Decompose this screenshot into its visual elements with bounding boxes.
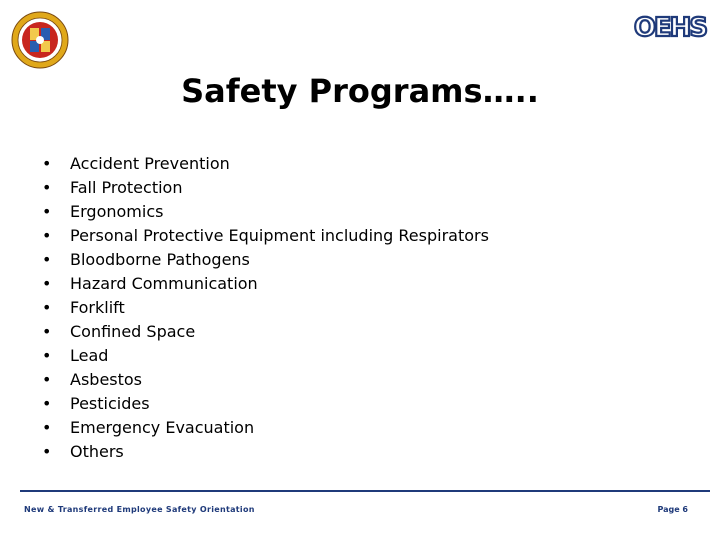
list-item-label: Ergonomics [70,201,164,221]
bullet-icon: • [42,417,52,437]
bullet-icon: • [42,441,52,461]
footer-title: New & Transferred Employee Safety Orientation [24,505,255,514]
list-item [42,151,489,175]
list-item [42,367,489,391]
list-item [42,247,489,271]
list-item-label: Lead [70,345,109,365]
list-item [42,199,489,223]
list-item-label: Pesticides [70,393,150,413]
list-item-label: Hazard Communication [70,273,258,293]
list-item-label: Accident Prevention [70,153,230,173]
bullet-icon: • [42,249,52,269]
list-item [42,175,489,199]
footer-divider [20,490,710,492]
bullet-icon: • [42,297,52,317]
page-number: Page 6 [657,505,688,514]
list-item [42,343,489,367]
county-seal-logo [10,10,70,70]
bullet-icon: • [42,345,52,365]
list-item [42,271,489,295]
bullet-icon: • [42,225,52,245]
list-item [42,415,489,439]
list-item [42,319,489,343]
bullet-icon: • [42,321,52,341]
list-item-label: Personal Protective Equipment including Respirators [70,225,489,245]
list-item [42,391,489,415]
bullet-icon: • [42,393,52,413]
oehs-logo-text: OEHS [633,13,707,43]
program-list [42,151,489,463]
bullet-icon: • [42,273,52,293]
list-item-label: Fall Protection [70,177,183,197]
list-item [42,439,489,463]
list-item-label: Emergency Evacuation [70,417,255,437]
list-item-label: Forklift [70,297,125,317]
slide-title: Safety Programs….. [181,72,539,110]
bullet-icon: • [42,369,52,389]
bullet-icon: • [42,201,52,221]
list-item [42,295,489,319]
bullet-icon: • [42,153,52,173]
list-item-label: Bloodborne Pathogens [70,249,250,269]
oehs-logo [632,10,708,44]
list-item-label: Others [70,441,124,461]
list-item-label: Asbestos [70,369,143,389]
list-item [42,223,489,247]
bullet-icon: • [42,177,52,197]
list-item-label: Confined Space [70,321,196,341]
